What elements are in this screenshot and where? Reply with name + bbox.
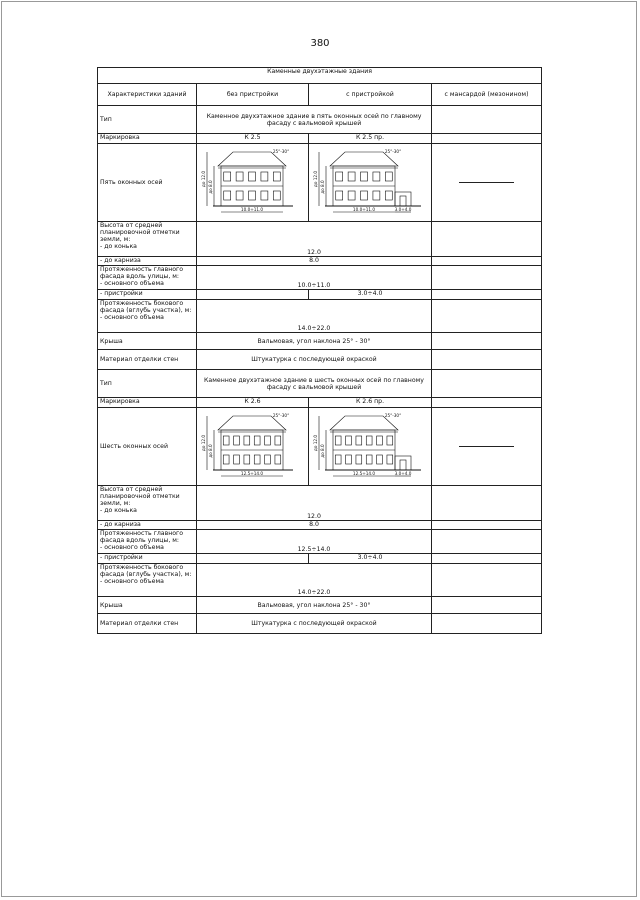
side-main-label: - основного объема xyxy=(100,314,164,321)
roof-label: Крыша xyxy=(98,333,197,350)
side-heading: Протяженность бокового фасада (вглубь участка), м: xyxy=(100,300,192,314)
header-characteristics: Характеристики зданий xyxy=(98,84,197,106)
ridge-label: - до конька xyxy=(100,243,137,250)
facade-drawing-cell xyxy=(309,408,432,486)
extension-door xyxy=(400,196,406,206)
window xyxy=(275,436,281,445)
window xyxy=(373,191,380,200)
facade-drawing xyxy=(199,146,299,220)
empty-cell xyxy=(432,290,542,300)
roof-angle-label: 25°-30° xyxy=(272,412,290,418)
empty-cell xyxy=(197,554,309,564)
front-label xyxy=(98,266,197,290)
empty-cell xyxy=(432,597,542,614)
header-mansard: с мансардой (мезонином) xyxy=(432,84,542,106)
side-main-value: 14.0÷22.0 xyxy=(197,564,432,597)
window xyxy=(356,436,362,445)
window xyxy=(361,172,368,181)
type-value: Каменное двухэтажное здание в шесть оконных осей по главному фасаду с вальмовой крышей xyxy=(197,370,432,398)
front-main-label: - основного объема xyxy=(100,544,164,551)
facade-drawing xyxy=(311,146,423,220)
height-heading: Высота от средней планировочной отметки земли, м: xyxy=(100,486,180,507)
window xyxy=(348,191,355,200)
facade-drawing-cell xyxy=(309,144,432,222)
marking-value-b: К 2.6 пр. xyxy=(309,398,432,408)
width-dimension-label: 10.0÷11.0 xyxy=(240,206,264,212)
width-dimension-label: 10.0÷11.0 xyxy=(352,206,376,212)
front-main-value: 10.0÷11.0 xyxy=(197,266,432,290)
empty-cell xyxy=(197,290,309,300)
width-dimension-label: 12.5÷14.0 xyxy=(240,470,264,476)
table-title: Каменные двухэтажные здания xyxy=(98,68,542,84)
window xyxy=(377,455,383,464)
empty-cell xyxy=(432,300,542,333)
facade-drawing xyxy=(199,410,299,484)
specs-table xyxy=(97,67,542,634)
empty-cell xyxy=(432,530,542,554)
extension-width-label: 3.0÷4.0 xyxy=(394,206,412,212)
empty-cell xyxy=(432,486,542,521)
front-ext-value: 3.0÷4.0 xyxy=(309,554,432,564)
window xyxy=(261,172,268,181)
window xyxy=(385,172,392,181)
window xyxy=(366,455,372,464)
front-heading: Протяженность главного фасада вдоль улицы, м: xyxy=(100,530,184,544)
marking-value-b: К 2.5 пр. xyxy=(309,134,432,144)
empty-cell xyxy=(432,398,542,408)
eave-height-label: до 8.0 xyxy=(208,443,213,458)
material-label: Материал отделки стен xyxy=(98,614,197,634)
header-with-extension: с пристройкой xyxy=(309,84,432,106)
header-no-extension: без пристройки xyxy=(197,84,309,106)
window xyxy=(249,172,256,181)
ridge-value: 12.0 xyxy=(197,222,432,257)
extension-block xyxy=(395,456,411,470)
side-main-label: - основного объема xyxy=(100,578,164,585)
roof-label: Крыша xyxy=(98,597,197,614)
width-dimension-label: 12.5÷14.0 xyxy=(352,470,376,476)
marking-label: Маркировка xyxy=(98,398,197,408)
roof-angle-label: 25°-30° xyxy=(384,412,402,418)
eave-height-label: до 8.0 xyxy=(320,443,325,458)
material-value: Штукатурка с последующей окраской xyxy=(197,614,432,634)
roof-outline xyxy=(218,152,286,166)
side-main-value: 14.0÷22.0 xyxy=(197,300,432,333)
ridge-height-label: до 12.0 xyxy=(201,170,206,187)
window xyxy=(361,191,368,200)
empty-cell xyxy=(432,350,542,370)
window xyxy=(273,172,280,181)
ridge-label: - до конька xyxy=(100,507,137,514)
window xyxy=(223,455,229,464)
marking-value-a: К 2.6 xyxy=(197,398,309,408)
front-main-label: - основного объема xyxy=(100,280,164,287)
empty-cell xyxy=(432,134,542,144)
window xyxy=(265,436,271,445)
window xyxy=(254,455,260,464)
window xyxy=(234,455,240,464)
window xyxy=(377,436,383,445)
front-heading: Протяженность главного фасада вдоль улицы, м: xyxy=(100,266,184,280)
front-main-value: 12.5÷14.0 xyxy=(197,530,432,554)
window-axes-label: Пять оконных осей xyxy=(98,144,197,222)
height-label xyxy=(98,222,197,257)
eave-height-label: до 8.0 xyxy=(208,179,213,194)
empty-cell xyxy=(432,106,542,134)
window xyxy=(273,191,280,200)
window xyxy=(336,172,343,181)
front-ext-label: - пристройки xyxy=(98,554,197,564)
marking-label: Маркировка xyxy=(98,134,197,144)
type-label: Тип xyxy=(98,370,197,398)
roof-angle-label: 25°-30° xyxy=(384,148,402,154)
empty-cell xyxy=(432,614,542,634)
eave-label: - до карниза xyxy=(98,257,197,266)
empty-cell xyxy=(432,257,542,266)
page-number: 380 xyxy=(310,38,330,49)
window xyxy=(336,191,343,200)
extension-block xyxy=(395,192,411,206)
side-label xyxy=(98,300,197,333)
window xyxy=(356,455,362,464)
roof-value: Вальмовая, угол наклона 25° - 30° xyxy=(197,597,432,614)
window xyxy=(373,172,380,181)
window xyxy=(224,191,231,200)
window xyxy=(244,455,250,464)
window xyxy=(236,191,243,200)
window-axes-label: Шесть оконных осей xyxy=(98,408,197,486)
window xyxy=(346,436,352,445)
material-label: Материал отделки стен xyxy=(98,350,197,370)
empty-cell xyxy=(432,266,542,290)
material-value: Штукатурка с последующей окраской xyxy=(197,350,432,370)
roof-outline xyxy=(218,416,286,430)
empty-cell xyxy=(432,554,542,564)
roof-angle-label: 25°-30° xyxy=(272,148,290,154)
window xyxy=(265,455,271,464)
mansard-cell xyxy=(432,144,542,222)
window xyxy=(236,172,243,181)
window xyxy=(254,436,260,445)
type-value: Каменное двухэтажное здание в пять оконных осей по главному фасаду с вальмовой крышей xyxy=(197,106,432,134)
window xyxy=(348,172,355,181)
window xyxy=(335,436,341,445)
empty-cell xyxy=(432,333,542,350)
eave-height-label: до 8.0 xyxy=(320,179,325,194)
window xyxy=(335,455,341,464)
ridge-height-label: до 12.0 xyxy=(313,434,318,451)
window xyxy=(223,436,229,445)
window xyxy=(261,191,268,200)
height-label xyxy=(98,486,197,521)
ridge-value: 12.0 xyxy=(197,486,432,521)
window xyxy=(366,436,372,445)
empty-cell xyxy=(432,222,542,257)
side-heading: Протяженность бокового фасада (вглубь участка), м: xyxy=(100,564,192,578)
dash-mark xyxy=(459,182,514,183)
window xyxy=(275,455,281,464)
window xyxy=(387,436,393,445)
empty-cell xyxy=(432,564,542,597)
front-ext-value: 3.0÷4.0 xyxy=(309,290,432,300)
side-label xyxy=(98,564,197,597)
roof-outline xyxy=(330,152,398,166)
eave-value: 8.0 xyxy=(197,257,432,266)
roof-value: Вальмовая, угол наклона 25° - 30° xyxy=(197,333,432,350)
window xyxy=(249,191,256,200)
eave-value: 8.0 xyxy=(197,521,432,530)
front-ext-label: - пристройки xyxy=(98,290,197,300)
dash-mark xyxy=(459,446,514,447)
extension-door xyxy=(400,460,406,470)
height-heading: Высота от средней планировочной отметки земли, м: xyxy=(100,222,180,243)
mansard-cell xyxy=(432,408,542,486)
window xyxy=(387,455,393,464)
window xyxy=(244,436,250,445)
facade-drawing-cell xyxy=(197,144,309,222)
window xyxy=(234,436,240,445)
window xyxy=(385,191,392,200)
window xyxy=(224,172,231,181)
facade-drawing-cell xyxy=(197,408,309,486)
facade-drawing xyxy=(311,410,423,484)
roof-outline xyxy=(330,416,398,430)
empty-cell xyxy=(432,370,542,398)
marking-value-a: К 2.5 xyxy=(197,134,309,144)
front-label xyxy=(98,530,197,554)
empty-cell xyxy=(432,521,542,530)
extension-width-label: 3.0÷4.0 xyxy=(394,470,412,476)
window xyxy=(346,455,352,464)
ridge-height-label: до 12.0 xyxy=(313,170,318,187)
eave-label: - до карниза xyxy=(98,521,197,530)
type-label: Тип xyxy=(98,106,197,134)
ridge-height-label: до 12.0 xyxy=(201,434,206,451)
